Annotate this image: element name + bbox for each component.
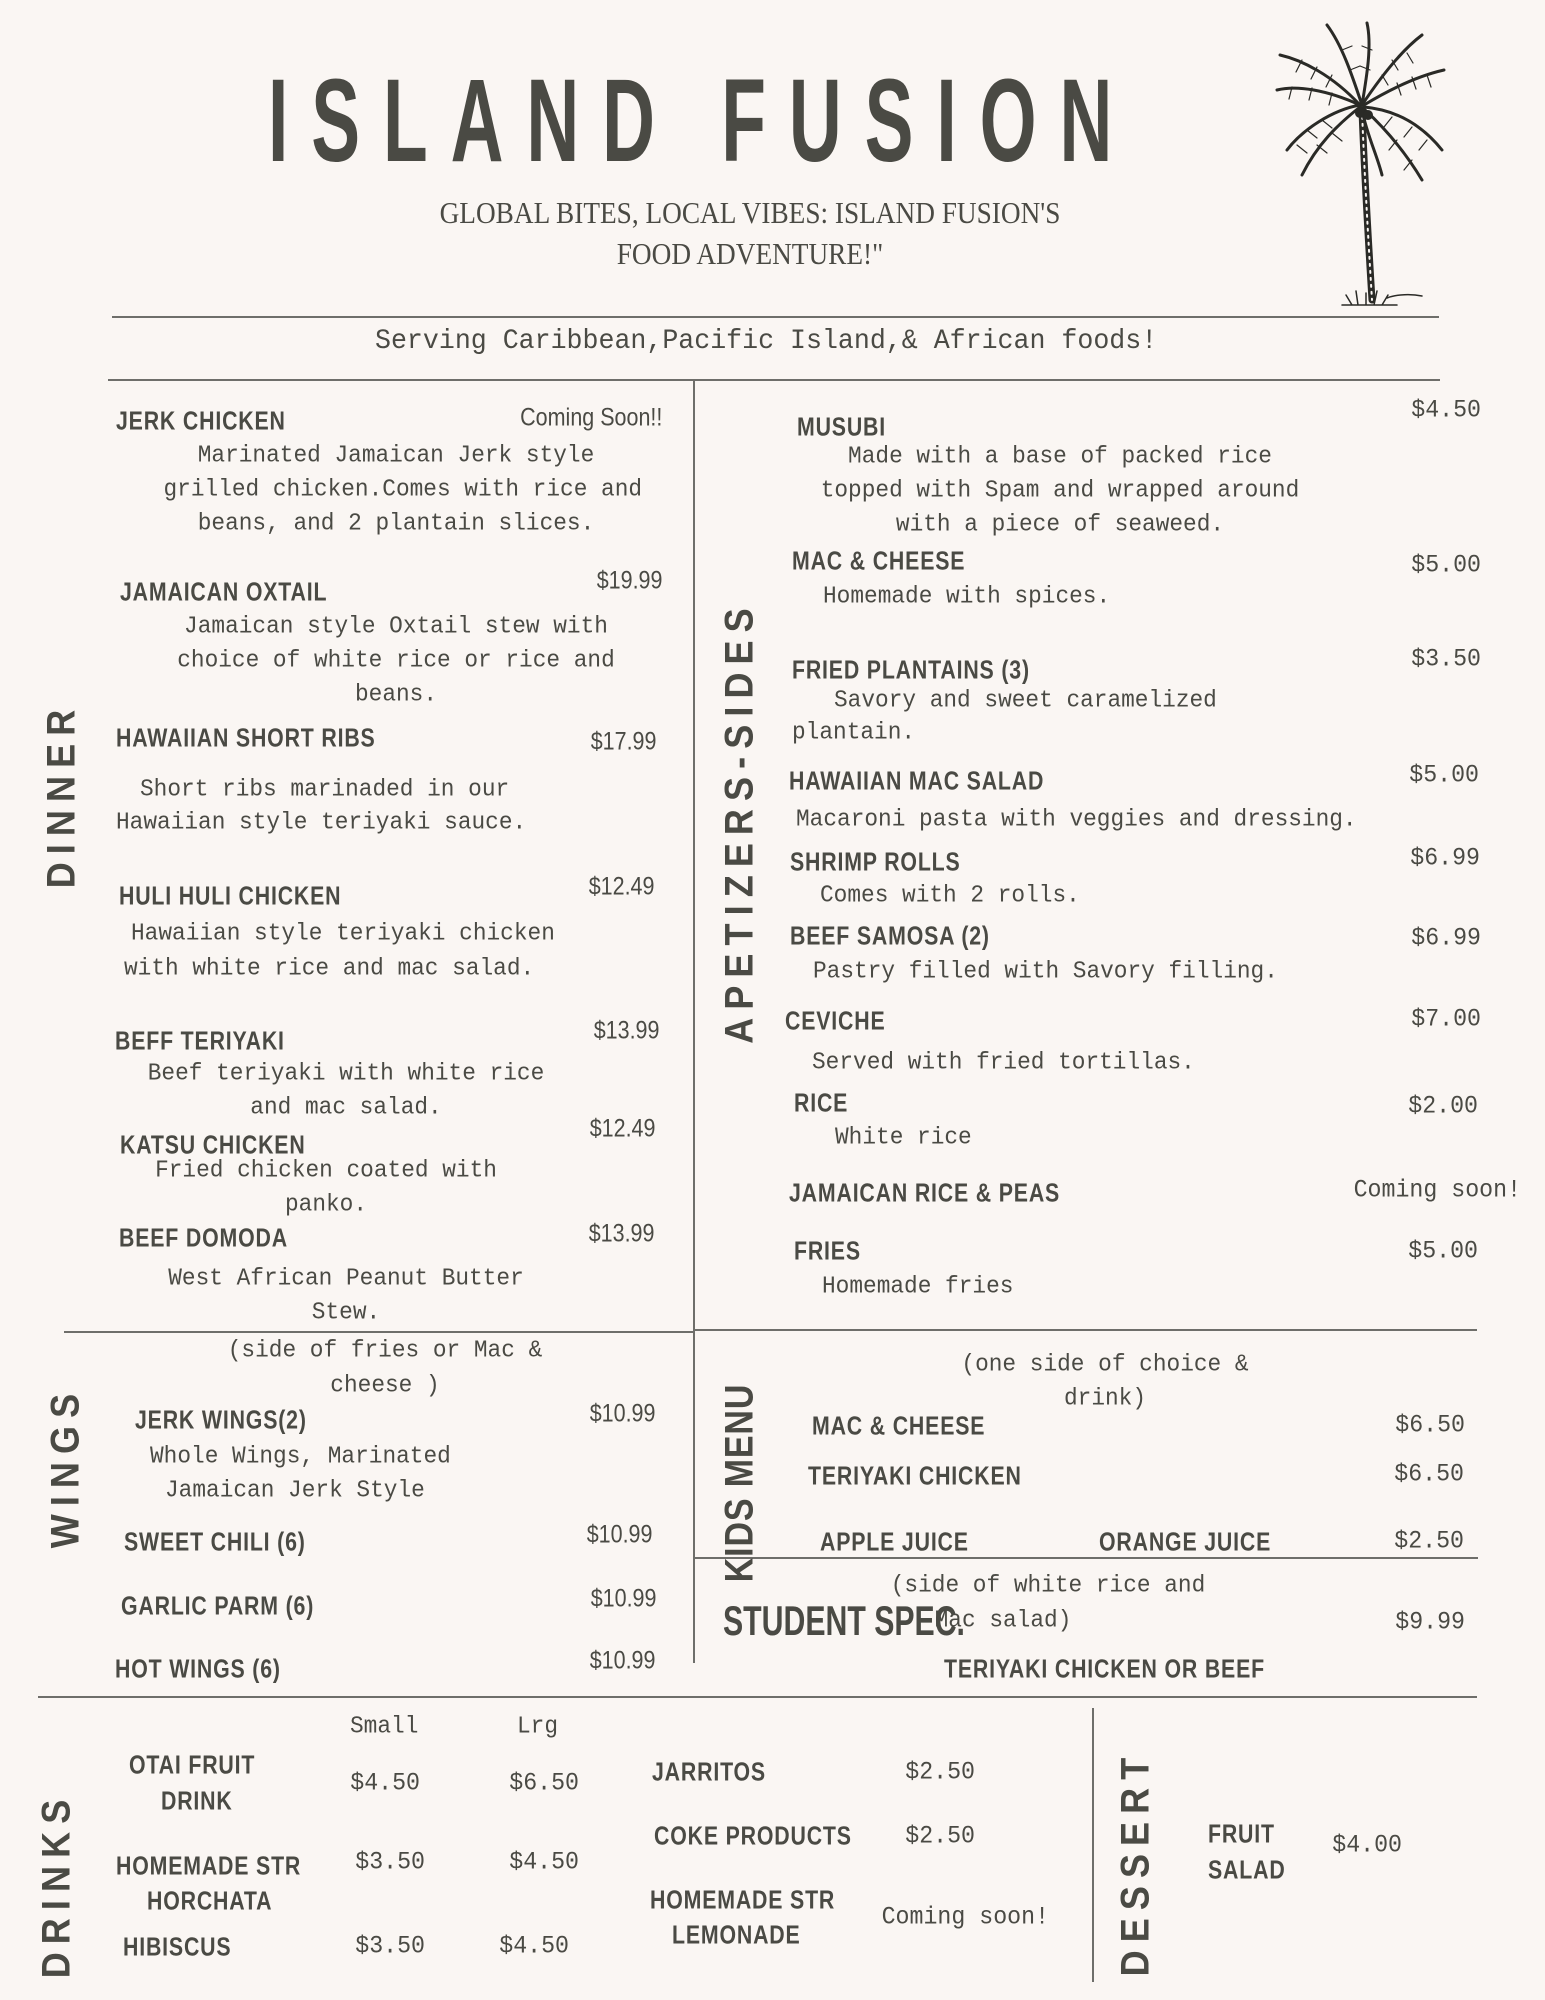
item-price-small: $3.50	[355, 1931, 425, 1961]
item-name: LEMONADE	[672, 1919, 801, 1950]
item-name: TERIYAKI CHICKEN OR BEEF	[944, 1653, 1265, 1684]
item-name: HORCHATA	[147, 1885, 273, 1916]
item-name: HULI HULI CHICKEN	[119, 880, 342, 911]
item-price: $2.50	[905, 1821, 975, 1851]
item-price: $10.99	[589, 1646, 655, 1675]
item-name: HOT WINGS (6)	[115, 1653, 281, 1684]
item-description: Fried chicken coated with	[155, 1157, 497, 1185]
item-price: $10.99	[586, 1520, 652, 1549]
item-name: FRIED PLANTAINS (3)	[792, 654, 1030, 685]
kids-side-note: drink)	[1063, 1385, 1147, 1413]
item-name: SALAD	[1208, 1854, 1286, 1885]
item-price: Coming Soon!!	[519, 403, 662, 432]
item-name: BEFF TERIYAKI	[115, 1025, 285, 1056]
item-name: MAC & CHEESE	[812, 1410, 986, 1441]
item-name: HAWAIIAN MAC SALAD	[789, 765, 1045, 796]
item-name: JAMAICAN RICE & PEAS	[789, 1177, 1061, 1208]
item-price-small: $3.50	[355, 1847, 425, 1877]
item-description: Marinated Jamaican Jerk style	[197, 442, 595, 470]
item-price: Coming soon!	[881, 1902, 1049, 1932]
item-description: with white rice and mac salad.	[124, 955, 535, 983]
item-name: MUSUBI	[797, 411, 887, 442]
section-label-apetizers-sides: APETIZERS-SIDES	[717, 600, 762, 1044]
item-price: $7.00	[1411, 1004, 1481, 1034]
item-price: $13.99	[588, 1219, 654, 1248]
item-name: HIBISCUS	[123, 1931, 232, 1962]
item-description: White rice	[835, 1124, 972, 1152]
item-name: HOMEMADE STR	[650, 1884, 836, 1915]
column-header-large: Lrg	[517, 1713, 559, 1741]
item-name: TERIYAKI CHICKEN	[808, 1460, 1022, 1491]
item-price: $4.50	[1411, 395, 1481, 425]
item-description: topped with Spam and wrapped around	[820, 477, 1300, 505]
item-price: $9.99	[1395, 1607, 1465, 1637]
restaurant-title: ISLAND FUSION	[268, 55, 1136, 187]
item-description: Stew.	[311, 1299, 381, 1327]
item-description: Hawaiian style teriyaki chicken	[131, 920, 555, 948]
item-name: APPLE JUICE	[820, 1526, 969, 1557]
header-rule-top	[112, 316, 1439, 318]
item-description: Short ribs marinaded in our	[140, 776, 510, 804]
item-description: beans, and 2 plantain slices.	[197, 510, 595, 538]
kids-side-note: (one side of choice &	[961, 1351, 1249, 1379]
apetizers-kids-rule	[694, 1329, 1477, 1331]
item-name: OTAI FRUIT	[129, 1749, 256, 1780]
item-description: Made with a base of packed rice	[848, 443, 1272, 471]
tagline-line-2: FOOD ADVENTURE!"	[616, 236, 884, 271]
item-description: Whole Wings, Marinated	[150, 1443, 451, 1471]
item-price: $12.49	[588, 872, 654, 901]
item-price: $6.50	[1395, 1410, 1465, 1440]
student-side-note: Mac salad)	[934, 1607, 1072, 1635]
section-label-wings: WINGS	[43, 1385, 88, 1549]
item-price: $5.00	[1411, 550, 1481, 580]
item-name: FRIES	[794, 1235, 861, 1266]
item-price: $2.50	[905, 1757, 975, 1787]
item-price: Coming soon!	[1353, 1175, 1521, 1205]
item-price-large: $6.50	[509, 1768, 579, 1798]
item-name: CEVICHE	[785, 1005, 886, 1036]
section-label-kids-menu: KIDS MENU	[717, 1383, 762, 1583]
item-name: FRUIT	[1208, 1818, 1275, 1849]
item-description: grilled chicken.Comes with rice and	[163, 476, 643, 504]
section-label-dinner: DINNER	[39, 701, 84, 889]
section-label-drinks: DRINKS	[34, 1791, 79, 1979]
item-price: $5.00	[1408, 1236, 1478, 1266]
item-price: $4.00	[1332, 1830, 1402, 1860]
item-price: $10.99	[590, 1584, 656, 1613]
item-price: $6.99	[1411, 923, 1481, 953]
item-price: $3.50	[1411, 644, 1481, 674]
item-name: COKE PRODUCTS	[654, 1820, 852, 1851]
item-description: beans.	[354, 681, 438, 709]
item-name: JAMAICAN OXTAIL	[120, 576, 328, 607]
header-rule-bottom	[108, 379, 1440, 381]
item-price: $2.50	[1394, 1526, 1464, 1556]
item-name: HOMEMADE STR	[116, 1850, 302, 1881]
palm-tree-icon	[1272, 15, 1452, 310]
item-price: $2.00	[1408, 1091, 1478, 1121]
section-label-dessert: DESSERT	[1113, 1749, 1158, 1977]
item-description: Jamaican Jerk Style	[165, 1477, 425, 1505]
item-price: $5.00	[1409, 760, 1479, 790]
drinks-top-rule	[38, 1696, 1477, 1698]
item-name: JERK CHICKEN	[116, 405, 286, 436]
item-description: Hawaiian style teriyaki sauce.	[116, 809, 527, 837]
item-price: $6.50	[1394, 1459, 1464, 1489]
item-name: BEEF DOMODA	[119, 1222, 288, 1253]
item-name: JERK WINGS(2)	[135, 1404, 307, 1435]
item-name: KATSU CHICKEN	[120, 1129, 306, 1160]
item-description: and mac salad.	[250, 1094, 442, 1122]
section-label-student-special: STUDENT SPEC.	[723, 1597, 965, 1644]
tagline-line-1: GLOBAL BITES, LOCAL VIBES: ISLAND FUSION'S	[439, 195, 1061, 230]
tagline	[354, 192, 1146, 274]
item-price-small: $4.50	[350, 1768, 420, 1798]
item-name: BEEF SAMOSA (2)	[790, 920, 990, 951]
kids-student-rule	[694, 1557, 1478, 1559]
serving-line: Serving Caribbean,Pacific Island,& African foods!	[375, 326, 1158, 357]
item-description: panko.	[284, 1191, 368, 1219]
item-name: RICE	[794, 1087, 849, 1118]
item-name: MAC & CHEESE	[792, 545, 966, 576]
item-description: with a piece of seaweed.	[895, 511, 1225, 539]
item-name: DRINK	[161, 1785, 233, 1816]
item-name: ORANGE JUICE	[1099, 1526, 1272, 1557]
item-price: $17.99	[590, 727, 656, 756]
item-description: Macaroni pasta with veggies and dressing.	[796, 806, 1357, 834]
item-description: Savory and sweet caramelized	[834, 687, 1217, 715]
center-divider	[693, 381, 695, 1663]
item-price: $13.99	[593, 1016, 659, 1045]
wings-side-note: (side of fries or Mac &	[227, 1337, 543, 1365]
dinner-wings-rule	[64, 1331, 694, 1333]
item-price: $6.99	[1410, 843, 1480, 873]
item-description: Homemade with spices.	[823, 583, 1111, 611]
item-name: SWEET CHILI (6)	[124, 1526, 306, 1557]
item-name: JARRITOS	[652, 1756, 766, 1787]
item-description: choice of white rice or rice and	[177, 647, 615, 675]
item-description: Comes with 2 rolls.	[820, 882, 1080, 910]
item-name: GARLIC PARM (6)	[121, 1590, 315, 1621]
item-price-large: $4.50	[509, 1847, 579, 1877]
item-name: HAWAIIAN SHORT RIBS	[116, 722, 376, 753]
item-price: $10.99	[589, 1399, 655, 1428]
item-price: $12.49	[589, 1114, 655, 1143]
item-description: Beef teriyaki with white rice	[147, 1060, 545, 1088]
item-description: plantain.	[792, 719, 916, 747]
item-price-large: $4.50	[499, 1931, 569, 1961]
item-description: Pastry filled with Savory filling.	[813, 958, 1278, 986]
column-header-small: Small	[350, 1713, 419, 1741]
student-side-note: (side of white rice and	[890, 1572, 1206, 1600]
item-description: Homemade fries	[822, 1273, 1014, 1301]
item-price: $19.99	[596, 566, 662, 595]
item-description: West African Peanut Butter	[168, 1265, 524, 1293]
item-name: SHRIMP ROLLS	[790, 846, 961, 877]
wings-side-note: cheese )	[330, 1372, 440, 1400]
item-description: Jamaican style Oxtail stew with	[184, 613, 608, 641]
item-description: Served with fried tortillas.	[812, 1049, 1195, 1077]
dessert-divider	[1092, 1708, 1094, 1982]
